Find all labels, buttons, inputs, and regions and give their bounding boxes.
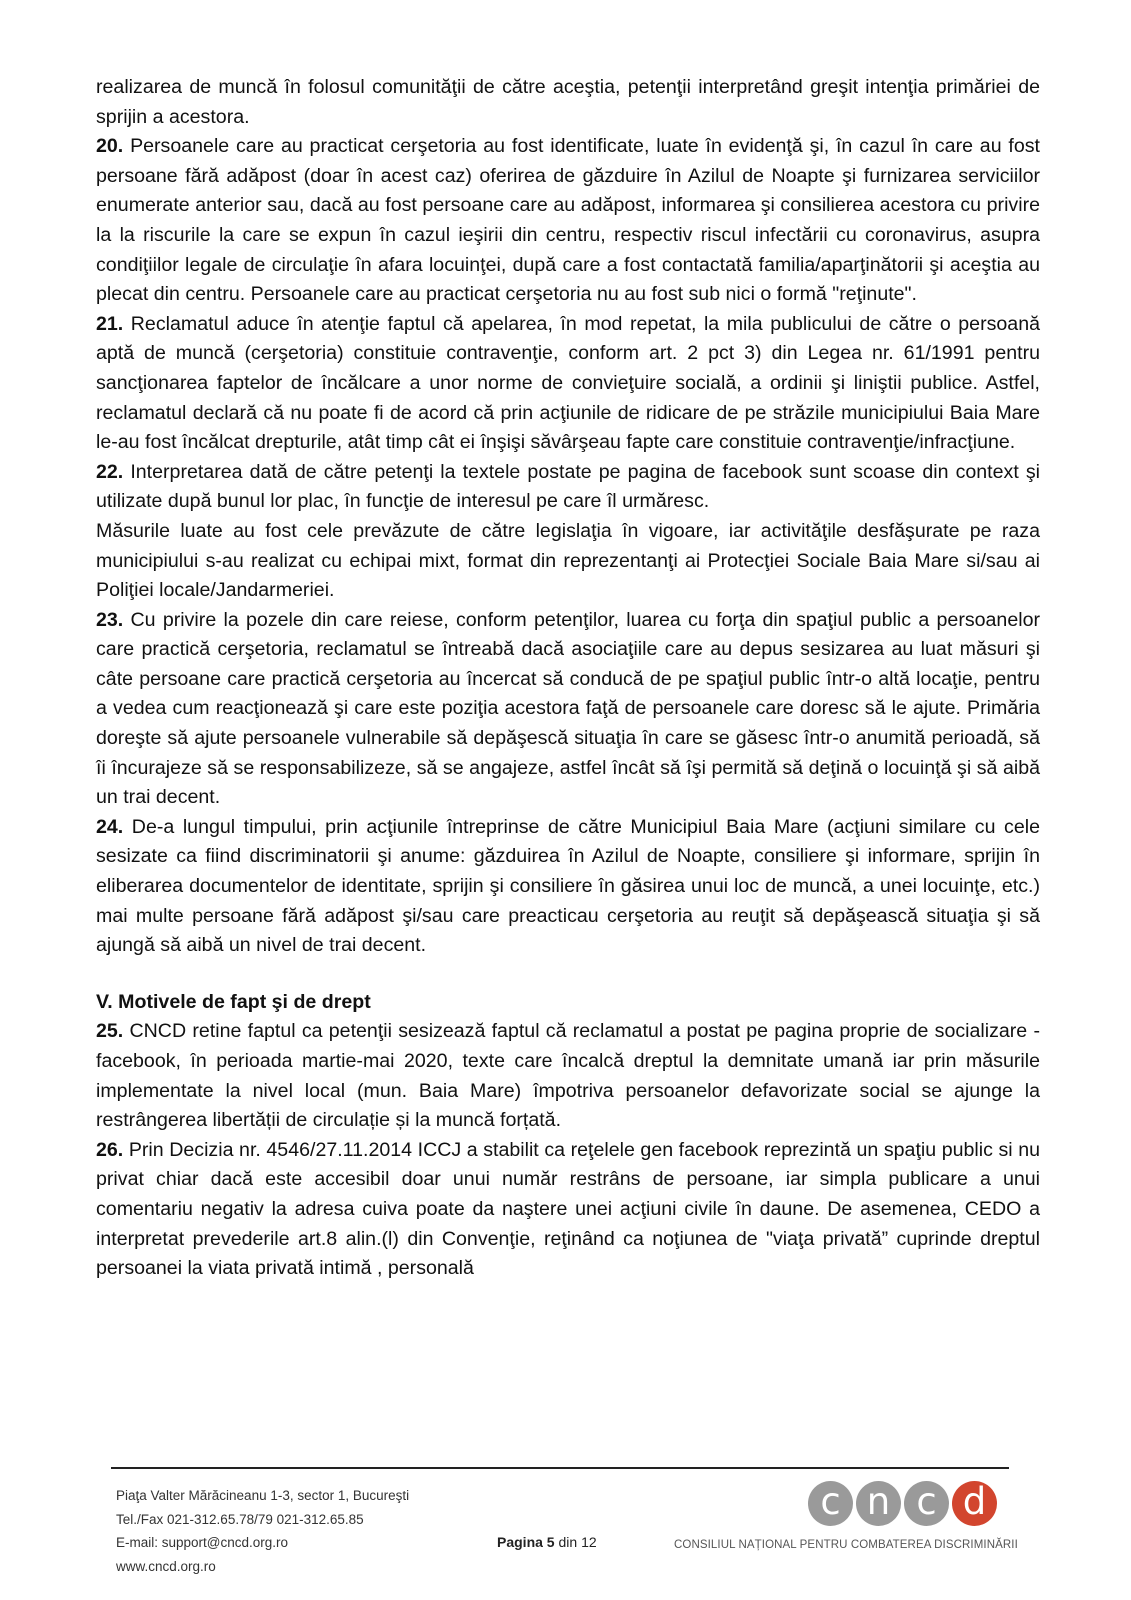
logo-letter-c: c <box>808 1481 853 1526</box>
logo-tagline: CONSILIUL NAȚIONAL PENTRU COMBATEREA DISCRIMINĂRII <box>674 1539 1018 1551</box>
paragraph-21 <box>96 310 1040 458</box>
paragraph-intro: realizarea de muncă în folosul comunităţii de către aceştia, petenţii interpretând greşit intenţia primăriei de sprijin a acestora. <box>96 76 1040 128</box>
paragraph-number: 24. <box>96 815 124 838</box>
section-heading: V. Motivele de fapt şi de drept <box>96 990 371 1013</box>
paragraph-number: 26. <box>96 1138 124 1161</box>
paragraph-text: Cu privire la pozele din care reiese, conform petenţilor, luarea cu forţa din spaţiul public a persoanelor care practică cerşetoria, reclamatul se întreabă dacă asociaţiile care au depus sesizarea au luat măsuri şi câte persoane care practică cerşetoria au încercat să conducă de pe spaţiul public într-o altă locaţie, pentru a vedea cum reacţionează şi care este poziţia acestora faţă de persoanele care doresc să le ajute. Primăria doreşte să ajute persoanele vulnerabile să depăşescă situaţia în care se găsesc într-o anumită perioadă, să îi încurajeze să se responsabilizeze, să se angajeze, astfel încât să îşi permită să deţină o locuinţă şi să aibă un trai decent. <box>96 608 1040 809</box>
footer-contact <box>116 1484 409 1578</box>
logo-letter-c: c <box>904 1481 949 1526</box>
paragraph-text: Prin Decizia nr. 4546/27.11.2014 ICCJ a stabilit ca reţelele gen facebook reprezintă un spaţiu public si nu privat chiar dacă este accesibil doar unui număr restrâns de persoane, iar simpla publicare a unui comentariu negativ la adresa cuiva poate da naştere unei acţiuni civile în daune. De asemenea, CEDO a interpretat prevederile art.8 alin.(l) din Convenţie, reţinând ca noţiunea de "viaţa privată” cuprinde dreptul persoanei la viata privată intimă , personală <box>96 1138 1040 1280</box>
paragraph-text: Reclamatul aduce în atenţie faptul că apelarea, în mod repetat, la mila publicului de către o persoană aptă de muncă (cerşetoria) constituie contravenţie, conform art. 2 pct 3) din Legea nr. 61/1991 pentru sancţionarea faptelor de încălcare a unor norme de convieţuire socială, a ordinii şi liniştii publice. Astfel, reclamatul declară că nu poate fi de acord că prin acţiunile de ridicare de pe străzile municipiului Baia Mare le-au fost încălcat drepturile, atât timp cât ei înşişi săvârşeau fapte care constituie contravenţie/infracţiune. <box>96 312 1040 454</box>
page-label: Pagina <box>497 1534 543 1550</box>
paragraph-24 <box>96 813 1040 961</box>
paragraph-number: 20. <box>96 135 124 158</box>
logo-letter-n: n <box>856 1481 901 1526</box>
page-of: din <box>558 1534 578 1550</box>
cncd-logo <box>808 1481 1008 1528</box>
paragraph-text: Interpretarea dată de către petenţi la textele postate pe pagina de facebook sunt scoase din context şi utilizate după bunul lor plac, în funcţie de interesul pe care îl urmăresc. <box>96 460 1040 513</box>
paragraph-22 <box>96 458 1040 517</box>
paragraph-22-continued: Măsurile luate au fost cele prevăzute de către legislaţia în vigoare, iar activităţile desfăşurate pe raza municipiului s-au realizat cu echipai mixt, format din reprezentanţi ai Protecţiei Sociale Baia Mare si/sau ai Poliţiei locale/Jandarmeriei. <box>96 519 1040 602</box>
footer-phone: Tel./Fax 021-312.65.78/79 021-312.65.85 <box>116 1511 364 1527</box>
logo-letter-d: d <box>952 1481 997 1526</box>
footer-address: Piaţa Valter Mărăcineanu 1-3, sector 1, Bucureşti <box>116 1488 410 1503</box>
page-current: 5 <box>546 1534 555 1550</box>
footer-email[interactable]: E-mail: support@cncd.org.ro <box>116 1535 289 1550</box>
paragraph-number: 22. <box>96 460 124 483</box>
paragraph-text: CNCD retine faptul ca petenţii sesizează faptul că reclamatul a postat pe pagina proprie de socializare - facebook, în perioada martie-mai 2020, texte care încalcă dreptul la demnitate umană iar prin măsurile implementate la nivel local (mun. Baia Mare) împotriva persoanelor defavorizate social se ajunge la restrângerea libertății de circulație și la muncă forțată. <box>96 1020 1040 1132</box>
paragraph-text: Persoanele care au practicat cerşetoria au fost identificate, luate în evidenţă şi, în cazul în care au fost persoane fără adăpost (doar în acest caz) oferirea de găzduire în Azilul de Noapte şi furnizarea serviciilor enumerate anterior sau, dacă au fost persoane care au adăpost, informarea şi consilierea acestora cu privire la la riscurile la care se expun în cazul ieşirii din centru, respectiv riscul infectării cu coronavirus, asupra condiţiilor legale de circulaţie în afara locuinţei, după care a fost contactată familia/aparţinătorii şi aceştia au plecat din centru. Persoanele care au practicat cerşetoria nu au fost sub nici o formă "reţinute". <box>96 135 1040 306</box>
footer-website[interactable]: www.cncd.org.ro <box>116 1558 216 1574</box>
paragraph-26 <box>96 1136 1040 1284</box>
paragraph-20 <box>96 132 1040 310</box>
paragraph-number: 23. <box>96 608 124 631</box>
paragraph-number: 25. <box>96 1020 124 1043</box>
section-spacer <box>96 961 1040 988</box>
page-total: 12 <box>581 1534 597 1550</box>
footer-divider <box>111 1467 1009 1469</box>
document-body <box>96 73 1040 1284</box>
paragraph-number: 21. <box>96 312 124 335</box>
paragraph-25 <box>96 1017 1040 1135</box>
paragraph-23 <box>96 606 1040 813</box>
paragraph-text: De-a lungul timpului, prin acţiunile întreprinse de către Municipiul Baia Mare (acţiuni similare cu cele sesizate ca fiind discriminatorii şi anume: găzduirea în Azilul de Noapte, consiliere şi informare, sprijin în eliberarea documentelor de identitate, sprijin şi consiliere în găsirea unui loc de muncă, a unei locuinţe, etc.) mai multe persoane fără adăpost şi/sau care preacticau cerşetoria au reuţit să depăşească situaţia şi să ajungă să aibă un nivel de trai decent. <box>96 815 1040 957</box>
page-number <box>497 1534 597 1550</box>
